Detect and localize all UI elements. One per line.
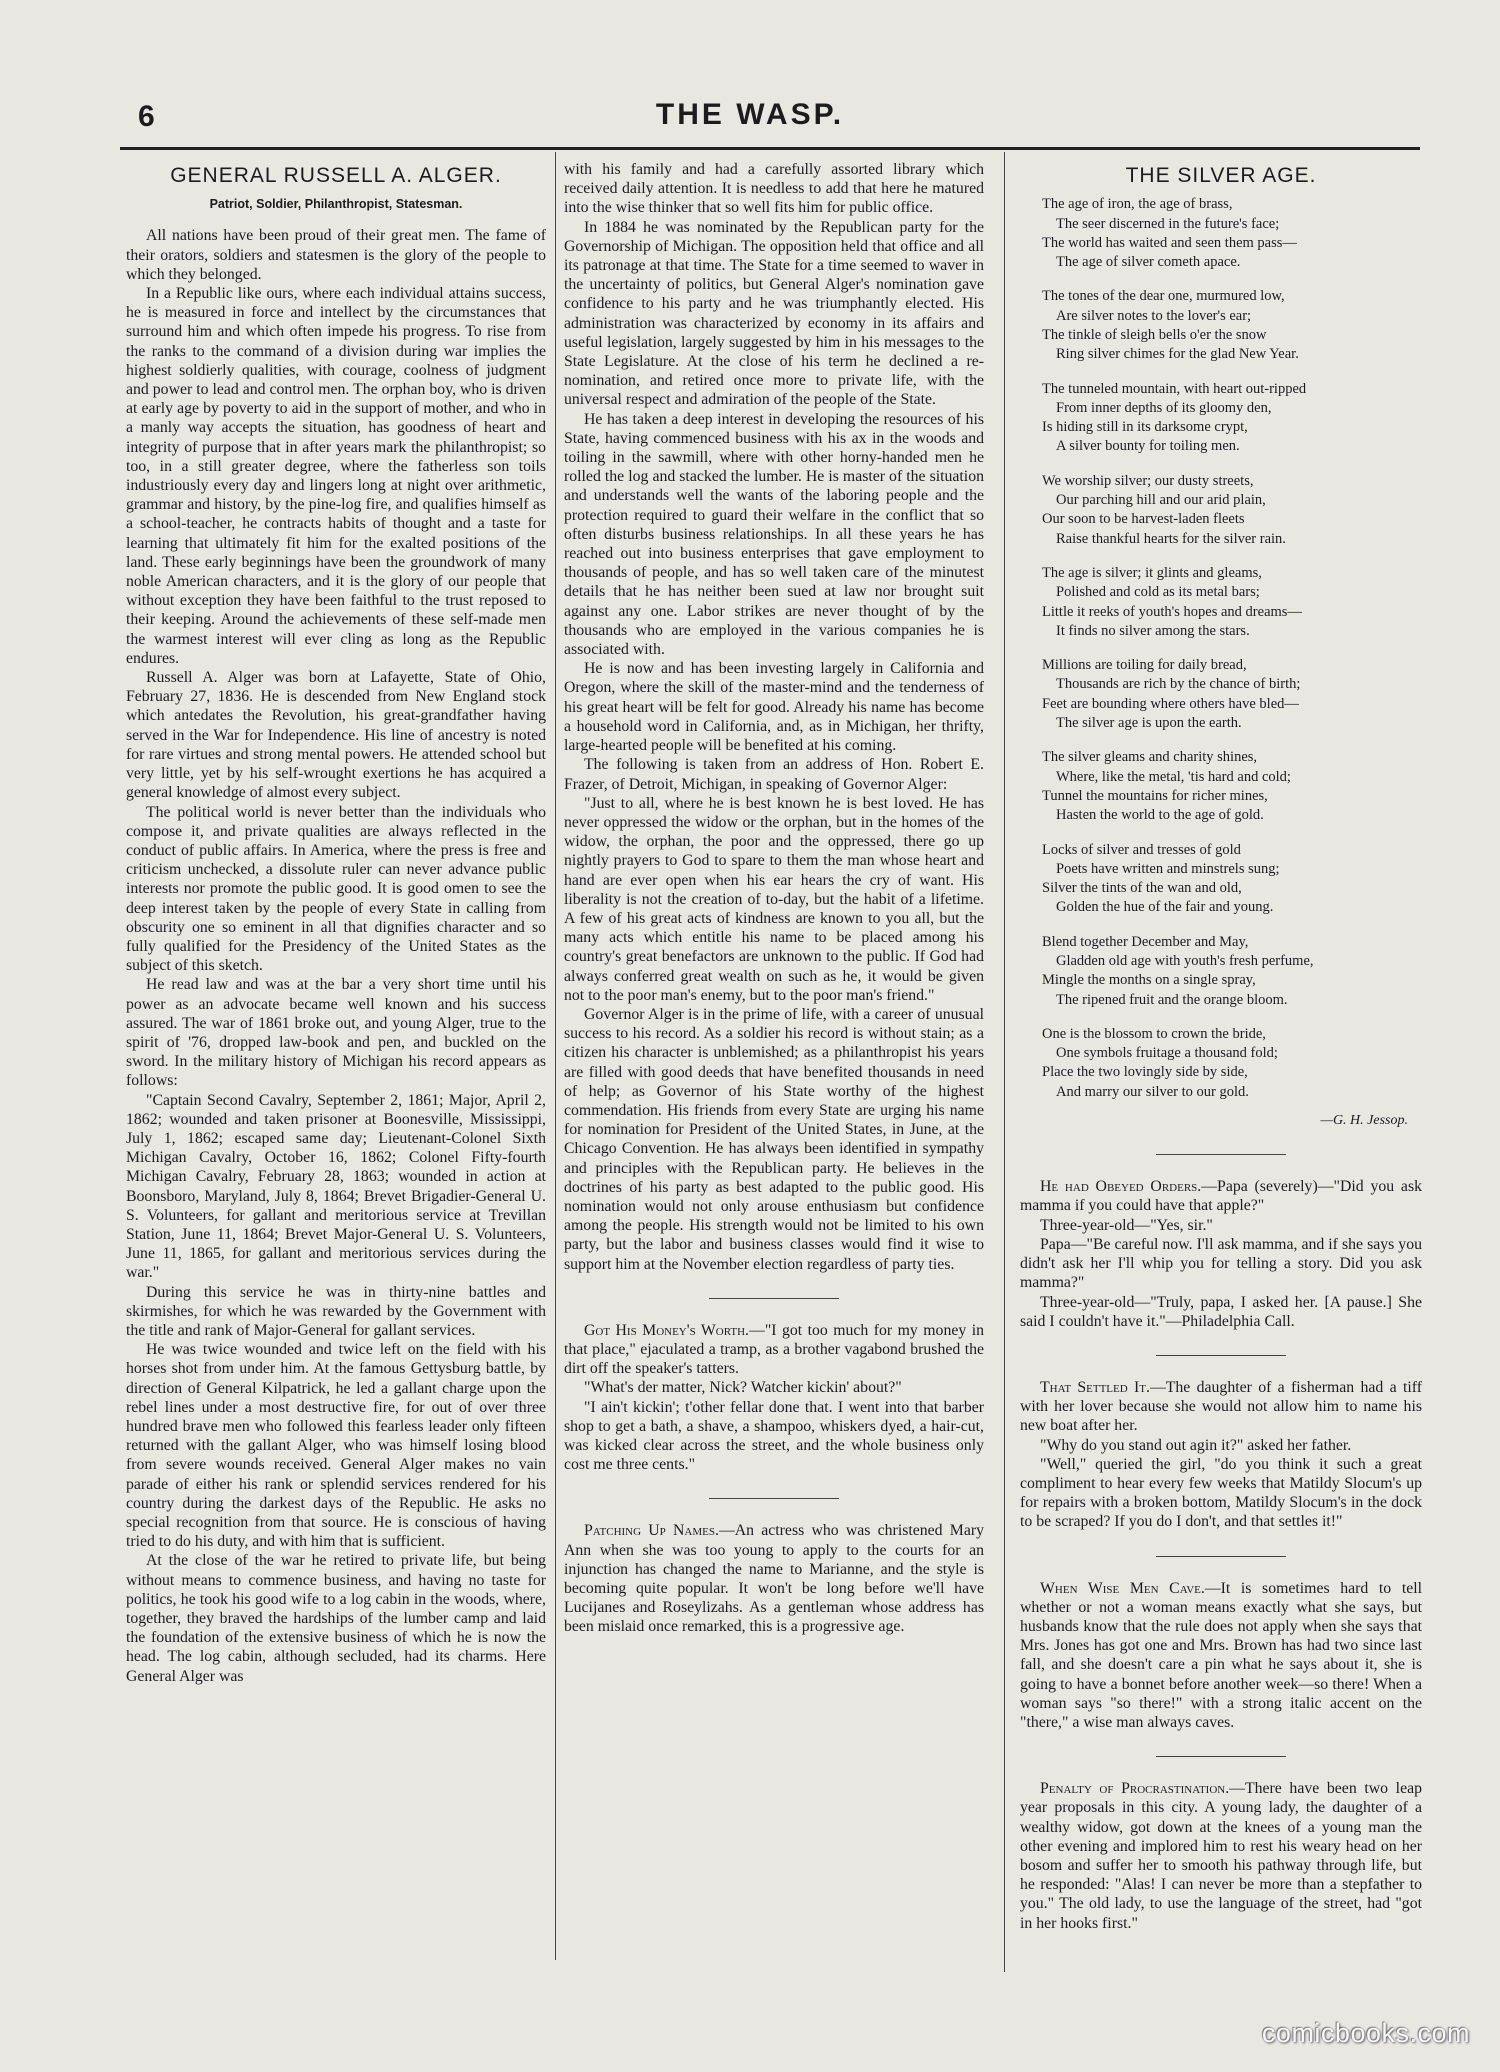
item-paragraph: "I ain't kickin'; t'other fellar done that. I went into that barber shop to get a bath, a shave, a shampoo, whiskers dyed, a hair-cut, was kicked clear across the street, and the whole business only cost me three cents."	[564, 1398, 984, 1474]
article-paragraph: He has taken a deep interest in developing the resources of his State, having commenced business with his ax in the woods and toiling in the sawmill, where with other horny-handed men he rolled the log and stacked the lumber. He is master of the situation and understands well the wants of the laboring people and the protection required to guard their welfare in the conflict that so often disturbs business relationships. In all these years he has reached out into business enterprises that gave employment to thousands of people, and has so well taken care of the minutest details that he has neither been sued at law nor brought suit against any one. Labor strikes are never thought of by the thousands who are employed in the various companies he is associated with.	[564, 410, 984, 659]
poem-line: Feet are bounding where others have bled—	[1042, 695, 1299, 712]
poem-line: Is hiding still in its darksome crypt,	[1042, 419, 1248, 436]
poem-line: Where, like the metal, 'tis hard and cold;	[1056, 768, 1291, 785]
item-title: Patching Up Names.	[584, 1522, 719, 1540]
item-paragraph: "Well," queried the girl, "do you think it such a great compliment to hear every few weeks that Matildy Slocum's up for repairs with a broken bottom, Matildy Slocum's in the dock to be scraped? If you do I don't, and that settles it!"	[1020, 1455, 1422, 1531]
poem-stanza	[1042, 195, 1422, 272]
section-divider	[1156, 1556, 1286, 1557]
section-divider	[1156, 1154, 1286, 1155]
item-paragraph: Papa—"Be careful now. I'll ask mamma, and if she says you didn't ask her I'll whip you for telling a story. Did you ask mamma?"	[1020, 1235, 1422, 1292]
poem-line: Tunnel the mountains for richer mines,	[1042, 787, 1268, 804]
section-divider	[709, 1498, 839, 1499]
article-paragraph: The following is taken from an address of Hon. Robert E. Frazer, of Detroit, Michigan, in speaking of Governor Alger:	[564, 756, 984, 793]
masthead-title: THE WASP.	[655, 98, 845, 131]
poem-body	[1020, 195, 1422, 1102]
item-title: When Wise Men Cave.	[1040, 1579, 1205, 1597]
poem-line: And marry our silver to our gold.	[1056, 1083, 1249, 1100]
section-divider	[709, 1298, 839, 1299]
article-paragraph: with his family and had a carefully assorted library which received daily attention. It is needless to add that here he matured into the wise thinker that so well fits him for public office.	[564, 161, 984, 217]
poem-line: Silver the tints of the wan and old,	[1042, 880, 1242, 897]
article-title: GENERAL RUSSELL A. ALGER.	[170, 164, 502, 187]
poem-line: The silver gleams and charity shines,	[1042, 749, 1258, 766]
article-paragraph: Governor Alger is in the prime of life, with a career of unusual success to his record. As a soldier his record is without stain; as a citizen his character is unblemished; as a philanthropist his years are filled with good deeds that have benefited thousands in need of help; as Governor of his State worthy of the highest commendation. His friends from every State are urging his name for nomination for President of the United States, in June, at the Chicago Convention. He has always been identified in sympathy and principles with the Republican party. He believes in the doctrines of his party as best adapted to the public good. His nomination would not only arouse enthusiasm but confidence among the people. His strength would not be limited to his own party, but the labor and business classes would find it wise to support him at the November election regardless of party ties.	[564, 1005, 984, 1273]
item-paragraph: He had Obeyed Orders.—Papa (severely)—"Did you ask mamma if you could have that apple?"	[1020, 1178, 1422, 1215]
article-paragraph: All nations have been proud of their great men. The fame of their orators, soldiers and statesmen is the glory of the people to which they belonged.	[126, 227, 546, 283]
poem-line: The tones of the dear one, murmured low,	[1042, 288, 1285, 305]
poem-stanza	[1042, 380, 1422, 457]
item-paragraph: When Wise Men Cave.—It is sometimes hard to tell whether or not a woman means exactly what she says, but husbands know that the rule does not apply when she says that Mrs. Jones has got one and Mrs. Brown has had two since last fall, and she doesn't care a pin what he says about it, she is going to have a bonnet before another week—so there! When a woman says "so there!" with a strong italic accent on the "there," a wise man always caves.	[1020, 1579, 1422, 1731]
poem-line: Blend together December and May,	[1042, 933, 1249, 950]
poem-line: Locks of silver and tresses of gold	[1042, 841, 1241, 858]
poem-line: The world has waited and seen them pass—	[1042, 234, 1297, 251]
item-title: He had Obeyed Orders.	[1040, 1178, 1202, 1196]
poem-stanza	[1042, 1025, 1422, 1102]
item-paragraph: That Settled It.—The daughter of a fisherman had a tiff with her lover because she would not allow him to name his new boat after her.	[1020, 1378, 1422, 1435]
column-2	[564, 160, 984, 2060]
header-rule	[120, 147, 1420, 150]
item-paragraph: Patching Up Names.—An actress who was christened Mary Ann when she was too young to apply to the courts for an injunction has changed the name to Marianne, and the style is becoming quite popular. It won't be long before we'll have Lucijanes and Roseylizahs. As a gentleman whose address has been mislaid once remarked, this is a progressive age.	[564, 1522, 984, 1636]
item-paragraph: "What's der matter, Nick? Watcher kickin' about?"	[584, 1379, 902, 1397]
poem-author: —G. H. Jessop.	[1320, 1113, 1408, 1129]
item-title: Penalty of Procrastination.	[1040, 1780, 1230, 1798]
column-1	[126, 160, 546, 2060]
article-paragraph: He was twice wounded and twice left on the field with his horses shot from under him. At the famous Gettysburg battle, by direction of General Kilpatrick, he led a gallant charge upon the rebel lines under a most destructive fire, for out of over three hundred brave men who followed this fearless leader only fifteen returned with the gallant Alger, who was himself losing blood from severe wounds received. General Alger makes no vain parade of either his rank or splendid services rendered for his country during the darkest days of the Republic. He asks no special recognition from that source. He is conscious of having tried to do his duty, and with him that is sufficient.	[126, 1341, 546, 1551]
poem-line: Raise thankful hearts for the silver rain.	[1056, 530, 1286, 547]
article-paragraph: At the close of the war he retired to private life, but being without means to commence business, and having no taste for politics, he took his good wife to a log cabin in the woods, where, together, they braved the hardships of the lumber camp and laid the foundation of the extensive business of which he is now the head. The log cabin, although secluded, had its charms. Here General Alger was	[126, 1552, 546, 1685]
poem-stanza	[1042, 656, 1422, 733]
poem-line: Millions are toiling for daily bread,	[1042, 657, 1247, 674]
poem-stanza	[1042, 287, 1422, 364]
poem-line: Thousands are rich by the chance of birth;	[1056, 676, 1301, 693]
poem-stanza	[1042, 841, 1422, 918]
column-rule-2	[1004, 152, 1005, 1972]
poem-line: Gladden old age with youth's fresh perfume,	[1056, 953, 1314, 969]
poem-line: The silver age is upon the earth.	[1056, 715, 1242, 732]
poem-stanza	[1042, 564, 1422, 641]
poem-line: We worship silver; our dusty streets,	[1042, 472, 1254, 489]
poem-line: The ripened fruit and the orange bloom.	[1056, 991, 1288, 1008]
poem-line: The age of iron, the age of brass,	[1042, 196, 1233, 213]
item-paragraph: Three-year-old—"Truly, papa, I asked her. [A pause.] She said I couldn't have it."—Philadelphia Call.	[1020, 1293, 1422, 1330]
article-paragraph: Russell A. Alger was born at Lafayette, State of Ohio, February 27, 1836. He is descended from New England stock which antedates the Revolution, his great-grandfather having served in the War for Independence. His line of ancestry is noted for rare virtues and strong mental powers. He attended school but very little, yet by his self-wrought exertions he has acquired a general knowledge of almost every subject.	[126, 669, 546, 802]
column-3	[1020, 160, 1422, 2060]
item-paragraph: Got His Money's Worth.—"I got too much for my money in that place," ejaculated a tramp, as a brother vagabond brushed the dirt off the speaker's tatters.	[564, 1321, 984, 1378]
item-paragraph: Penalty of Procrastination.—There have been two leap year proposals in this city. A young lady, the daughter of a wealthy widow, got down at the knees of a young man the other evening and implored him to rest his weary head on her bosom and suffer her to smooth his pathway through life, but he responded: "Alas! I can never be more than a stepfather to you." The old lady, to use the language of the street, had "got in her hooks first."	[1020, 1780, 1422, 1932]
poem-stanza	[1042, 472, 1422, 549]
section-divider	[1156, 1355, 1286, 1356]
poem-line: A silver bounty for toiling men.	[1056, 438, 1240, 455]
article-paragraph: He is now and has been investing largely in California and Oregon, where the skill of the master-mind and the tenderness of his great heart will be felt for good. Already his name has become a household word in California, and, as in Michigan, her thrifty, large-hearted people will be benefited at his coming.	[564, 660, 984, 755]
poem-line: Place the two lovingly side by side,	[1042, 1064, 1248, 1081]
item-title: Got His Money's Worth.	[584, 1321, 750, 1339]
section-divider	[1156, 1756, 1286, 1757]
poem-line: Little it reeks of youth's hopes and dreams—	[1042, 603, 1302, 620]
poem-line: Our parching hill and our arid plain,	[1056, 492, 1266, 509]
watermark-logo: comicbooks.com	[1261, 2018, 1470, 2048]
poem-line: Hasten the world to the age of gold.	[1056, 807, 1264, 824]
poem-line: The age is silver; it glints and gleams,	[1042, 564, 1262, 581]
article-paragraph: The political world is never better than the individuals who compose it, and private qualities are always reflected in the conduct of public affairs. In America, where the press is free and criticism unchecked, a dissolute ruler can never advance public interests nor promote the public good. It is good omen to see the deep interest taken by the people of every State in calling from obscurity one so eminent in all that dignifies character and so fully qualified for the Presidency of the United States as the subject of this sketch.	[126, 803, 546, 975]
article-subtitle: Patriot, Soldier, Philanthropist, Statesman.	[209, 197, 463, 212]
article-paragraph: In a Republic like ours, where each individual attains success, he is measured in force and intellect by the circumstances that surround him and which often impede his progress. To rise from the ranks to the command of a division during war implies the highest soldierly qualities, with courage, coolness of judgment and power to lead and control men. The orphan boy, who is driven at early age by poverty to aid in the support of mother, and who in a manly way accepts the situation, has goodness of heart and integrity of purpose that in after years mark the philanthropist; so too, in a still greater degree, where the fatherless son toils industriously every day and lingers long at night over arithmetic, grammar and history, by the pine-log fire, and qualifies himself as a school-teacher, he contracts habits of thought and a taste for learning that ultimately fit him for the exalted positions of the land. These early beginnings have been the groundwork of many noble American characters, and it is the glory of our people that without exception they have been faithful to the trust reposed to their keeping. Around the achievements of these self-made men the warmest interest will ever cling as long as the Republic endures.	[126, 285, 546, 667]
article-paragraph: He read law and was at the bar a very short time until his power as an advocate became well known and his success assured. The war of 1861 broke out, and young Alger, true to the spirit of '76, dropped law-book and pen, and buckled on the sword. In the military history of Michigan his record appears as follows:	[126, 976, 546, 1090]
poem-line: One is the blossom to crown the bride,	[1042, 1025, 1266, 1042]
poem-line: Mingle the months on a single spray,	[1042, 972, 1256, 989]
item-paragraph: "Why do you stand out agin it?" asked her father.	[1040, 1436, 1352, 1454]
poem-line: The tinkle of sleigh bells o'er the snow	[1042, 326, 1267, 343]
poem-stanza	[1042, 748, 1422, 825]
poem-line: Polished and cold as its metal bars;	[1056, 584, 1260, 601]
item-title: That Settled It.	[1040, 1378, 1150, 1396]
article-paragraph: "Just to all, where he is best known he is best loved. He has never oppressed the widow or the orphan, but in the homes of the widow, the orphan, the poor and the oppressed, there go up nightly prayers to God to spare to them the man whose heart and hand are ever open when his ear hears the cry of want. His liberality is not the creation of to-day, but the habit of a lifetime. A few of his great acts of kindness are known to you all, but the many acts which entitle his name to be placed among his country's great benefactors are unknown to the public. If God had always conferred great wealth on such as he, it would be given not to the poor man's enemy, but to the poor man's friend."	[564, 794, 984, 1004]
poem-title: THE SILVER AGE.	[1125, 164, 1317, 187]
item-paragraph: Three-year-old—"Yes, sir."	[1040, 1216, 1213, 1234]
poem-line: Our soon to be harvest-laden fleets	[1042, 511, 1245, 528]
poem-line: The seer discerned in the future's face;	[1056, 215, 1280, 232]
poem-line: Poets have written and minstrels sung;	[1056, 860, 1280, 877]
poem-line: It finds no silver among the stars.	[1056, 622, 1250, 639]
poem-stanza	[1042, 933, 1422, 1010]
article-paragraph: In 1884 he was nominated by the Republican party for the Governorship of Michigan. The opposition held that office and all its patronage at that time. The State for a time seemed to waver in the uncertainty of politics, but General Alger's nomination gave confidence to his party and he was triumphantly elected. His administration was characterized by economy in its affairs and useful legislation, largely suggested by him in his messages to the State Legislature. At the close of his term he declined a re-nomination, and retired once more to private life, with the universal respect and admiration of the people of the State.	[564, 218, 984, 409]
article-paragraph: During this service he was in thirty-nine battles and skirmishes, for which he was rewarded by the Government with the title and rank of Major-General for gallant services.	[126, 1283, 546, 1339]
page-number: 6	[138, 100, 155, 133]
poem-line: Ring silver chimes for the glad New Year.	[1056, 346, 1299, 363]
poem-line: The tunneled mountain, with heart out-ripped	[1042, 380, 1307, 397]
poem-line: Golden the hue of the fair and young.	[1056, 899, 1274, 916]
poem-line: One symbols fruitage a thousand fold;	[1056, 1045, 1278, 1062]
poem-line: From inner depths of its gloomy den,	[1056, 399, 1272, 416]
column-rule-1	[555, 152, 556, 1960]
article-paragraph: "Captain Second Cavalry, September 2, 1861; Major, April 2, 1862; wounded and taken prisoner at Boonesville, Mississippi, July 1, 1862; escaped same day; Lieutenant-Colonel Sixth Michigan Cavalry, October 16, 1862; Colonel Fifty-fourth Michigan Cavalry, February 28, 1863; wounded in action at Boonsboro, Maryland, July 8, 1864; Brevet Brigadier-General U. S. Volunteers, for gallant and meritorious service at Trevillan Station, June 11, 1864; Brevet Major-General U. S. Volunteers, June 11, 1865, for gallant and meritorious services during the war."	[126, 1091, 546, 1282]
poem-line: The age of silver cometh apace.	[1056, 254, 1241, 271]
poem-line: Are silver notes to the lover's ear;	[1056, 307, 1252, 324]
